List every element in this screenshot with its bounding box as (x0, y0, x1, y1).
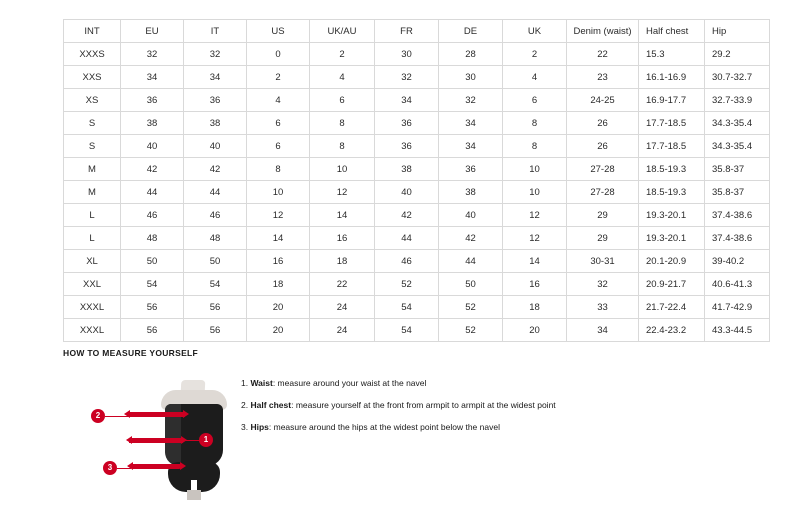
instruction-text: : measure around the hips at the widest point below the navel (268, 422, 500, 433)
cell-half-chest: 16.9-17.7 (639, 89, 705, 112)
cell-uk-au: 14 (310, 204, 375, 227)
table-row (64, 227, 770, 250)
cell-eu: 50 (121, 250, 184, 273)
cell-int: XXL (64, 273, 121, 296)
cell-uk: 18 (503, 296, 567, 319)
cell-half-chest: 17.7-18.5 (639, 135, 705, 158)
cell-de: 42 (439, 227, 503, 250)
cell-uk-au: 4 (310, 66, 375, 89)
cell-eu: 34 (121, 66, 184, 89)
cell-uk-au: 18 (310, 250, 375, 273)
cell-fr: 36 (375, 112, 439, 135)
cell-us: 6 (247, 112, 310, 135)
cell-half-chest: 22.4-23.2 (639, 319, 705, 342)
cell-it: 46 (184, 204, 247, 227)
table-row (64, 112, 770, 135)
cell-half-chest: 18.5-19.3 (639, 181, 705, 204)
cell-denim-waist: 29 (567, 227, 639, 250)
column-header-denim-waist: Denim (waist) (567, 20, 639, 43)
cell-int: L (64, 204, 121, 227)
cell-fr: 34 (375, 89, 439, 112)
instruction-number: 3. (241, 422, 249, 433)
cell-half-chest: 16.1-16.9 (639, 66, 705, 89)
cell-half-chest: 19.3-20.1 (639, 227, 705, 250)
column-header-uk-au: UK/AU (310, 20, 375, 43)
table-row (64, 319, 770, 342)
cell-hip: 41.7-42.9 (705, 296, 770, 319)
column-header-hip: Hip (705, 20, 770, 43)
table-row (64, 296, 770, 319)
cell-hip: 37.4-38.6 (705, 227, 770, 250)
cell-fr: 54 (375, 319, 439, 342)
cell-de: 40 (439, 204, 503, 227)
cell-uk: 14 (503, 250, 567, 273)
cell-int: S (64, 135, 121, 158)
cell-int: S (64, 112, 121, 135)
hips-marker-leader (117, 468, 131, 469)
cell-de: 44 (439, 250, 503, 273)
cell-it: 56 (184, 296, 247, 319)
cell-eu: 44 (121, 181, 184, 204)
cell-uk: 6 (503, 89, 567, 112)
cell-int: XXS (64, 66, 121, 89)
table-row (64, 66, 770, 89)
cell-uk: 20 (503, 319, 567, 342)
cell-us: 16 (247, 250, 310, 273)
marker-waist: 1 (199, 433, 213, 447)
cell-us: 2 (247, 66, 310, 89)
cell-de: 34 (439, 112, 503, 135)
size-chart-table-container (63, 19, 753, 342)
chest-arrow-right-icon (183, 410, 189, 418)
cell-fr: 52 (375, 273, 439, 296)
cell-de: 52 (439, 296, 503, 319)
cell-denim-waist: 26 (567, 135, 639, 158)
cell-half-chest: 18.5-19.3 (639, 158, 705, 181)
cell-uk-au: 6 (310, 89, 375, 112)
cell-us: 6 (247, 135, 310, 158)
cell-it: 48 (184, 227, 247, 250)
table-row (64, 43, 770, 66)
cell-denim-waist: 30-31 (567, 250, 639, 273)
cell-hip: 37.4-38.6 (705, 204, 770, 227)
cell-uk: 8 (503, 112, 567, 135)
cell-half-chest: 19.3-20.1 (639, 204, 705, 227)
cell-half-chest: 20.9-21.7 (639, 273, 705, 296)
instruction-term: Waist (250, 378, 273, 388)
column-header-fr: FR (375, 20, 439, 43)
cell-half-chest: 17.7-18.5 (639, 112, 705, 135)
cell-uk: 12 (503, 204, 567, 227)
cell-fr: 30 (375, 43, 439, 66)
cell-it: 54 (184, 273, 247, 296)
cell-it: 50 (184, 250, 247, 273)
instruction-term: Hips (250, 422, 269, 433)
cell-eu: 54 (121, 273, 184, 296)
cell-us: 4 (247, 89, 310, 112)
cell-uk-au: 22 (310, 273, 375, 296)
cell-it: 44 (184, 181, 247, 204)
cell-int: XL (64, 250, 121, 273)
column-header-de: DE (439, 20, 503, 43)
cell-uk-au: 8 (310, 112, 375, 135)
cell-int: XS (64, 89, 121, 112)
cell-hip: 34.3-35.4 (705, 135, 770, 158)
cell-int: XXXL (64, 319, 121, 342)
cell-int: XXXL (64, 296, 121, 319)
instructions-list (241, 378, 556, 445)
cell-hip: 29.2 (705, 43, 770, 66)
cell-hip: 34.3-35.4 (705, 112, 770, 135)
cell-eu: 36 (121, 89, 184, 112)
cell-int: XXXS (64, 43, 121, 66)
instruction-half-chest (241, 400, 556, 410)
cell-uk-au: 8 (310, 135, 375, 158)
table-row (64, 89, 770, 112)
waist-measure-band (129, 438, 183, 443)
cell-eu: 56 (121, 319, 184, 342)
cell-de: 52 (439, 319, 503, 342)
cell-eu: 46 (121, 204, 184, 227)
cell-it: 42 (184, 158, 247, 181)
cell-fr: 44 (375, 227, 439, 250)
cell-int: M (64, 181, 121, 204)
column-header-eu: EU (121, 20, 184, 43)
cell-us: 8 (247, 158, 310, 181)
cell-hip: 35.8-37 (705, 158, 770, 181)
cell-de: 50 (439, 273, 503, 296)
cell-us: 10 (247, 181, 310, 204)
cell-us: 20 (247, 296, 310, 319)
column-header-uk: UK (503, 20, 567, 43)
section-title: HOW TO MEASURE YOURSELF (63, 348, 199, 358)
cell-us: 12 (247, 204, 310, 227)
cell-it: 56 (184, 319, 247, 342)
cell-uk: 16 (503, 273, 567, 296)
instruction-text: : measure around your waist at the navel (272, 378, 427, 388)
cell-denim-waist: 23 (567, 66, 639, 89)
cell-de: 34 (439, 135, 503, 158)
cell-eu: 38 (121, 112, 184, 135)
cell-eu: 40 (121, 135, 184, 158)
hips-arrow-right-icon (180, 462, 186, 470)
instruction-hips (241, 422, 556, 432)
cell-uk-au: 2 (310, 43, 375, 66)
cell-de: 30 (439, 66, 503, 89)
table-row (64, 273, 770, 296)
cell-half-chest: 15.3 (639, 43, 705, 66)
cell-hip: 32.7-33.9 (705, 89, 770, 112)
marker-hips: 3 (103, 461, 117, 475)
half-chest-measure-band (127, 412, 185, 417)
instruction-text: : measure yourself at the front from armpit to armpit at the widest point (291, 400, 556, 411)
hips-measure-band (130, 464, 182, 469)
cell-it: 36 (184, 89, 247, 112)
cell-us: 0 (247, 43, 310, 66)
mannequin-figure (91, 372, 221, 497)
table-row (64, 250, 770, 273)
table-row (64, 135, 770, 158)
cell-denim-waist: 26 (567, 112, 639, 135)
cell-denim-waist: 29 (567, 204, 639, 227)
cell-de: 32 (439, 89, 503, 112)
cell-uk: 2 (503, 43, 567, 66)
instruction-waist (241, 378, 556, 388)
cell-denim-waist: 27-28 (567, 158, 639, 181)
cell-us: 20 (247, 319, 310, 342)
column-header-us: US (247, 20, 310, 43)
cell-int: M (64, 158, 121, 181)
cell-denim-waist: 32 (567, 273, 639, 296)
cell-fr: 32 (375, 66, 439, 89)
cell-uk-au: 12 (310, 181, 375, 204)
table-row (64, 181, 770, 204)
cell-uk: 10 (503, 158, 567, 181)
cell-fr: 40 (375, 181, 439, 204)
cell-us: 18 (247, 273, 310, 296)
cell-it: 38 (184, 112, 247, 135)
measure-body (63, 366, 763, 497)
cell-fr: 38 (375, 158, 439, 181)
cell-uk-au: 10 (310, 158, 375, 181)
how-to-measure-section (63, 348, 763, 497)
cell-hip: 43.3-44.5 (705, 319, 770, 342)
instruction-term: Half chest (250, 400, 292, 411)
cell-fr: 42 (375, 204, 439, 227)
cell-eu: 32 (121, 43, 184, 66)
chest-marker-leader (105, 416, 129, 417)
cell-it: 34 (184, 66, 247, 89)
cell-hip: 39-40.2 (705, 250, 770, 273)
size-chart-table (63, 19, 770, 342)
cell-hip: 30.7-32.7 (705, 66, 770, 89)
cell-denim-waist: 27-28 (567, 181, 639, 204)
cell-hip: 35.8-37 (705, 181, 770, 204)
table-row (64, 204, 770, 227)
cell-uk: 4 (503, 66, 567, 89)
column-header-int: INT (64, 20, 121, 43)
cell-de: 36 (439, 158, 503, 181)
cell-fr: 36 (375, 135, 439, 158)
cell-half-chest: 20.1-20.9 (639, 250, 705, 273)
mannequin-stand (187, 490, 201, 500)
cell-us: 14 (247, 227, 310, 250)
cell-denim-waist: 34 (567, 319, 639, 342)
cell-it: 40 (184, 135, 247, 158)
cell-fr: 46 (375, 250, 439, 273)
cell-uk: 10 (503, 181, 567, 204)
cell-uk: 8 (503, 135, 567, 158)
waist-arrow-left-icon (126, 436, 132, 444)
cell-it: 32 (184, 43, 247, 66)
table-header-row (64, 20, 770, 43)
cell-uk-au: 24 (310, 296, 375, 319)
cell-denim-waist: 33 (567, 296, 639, 319)
table-row (64, 158, 770, 181)
column-header-it: IT (184, 20, 247, 43)
cell-fr: 54 (375, 296, 439, 319)
cell-de: 38 (439, 181, 503, 204)
column-header-half-chest: Half chest (639, 20, 705, 43)
cell-hip: 40.6-41.3 (705, 273, 770, 296)
cell-eu: 48 (121, 227, 184, 250)
cell-denim-waist: 22 (567, 43, 639, 66)
cell-denim-waist: 24-25 (567, 89, 639, 112)
cell-eu: 56 (121, 296, 184, 319)
cell-de: 28 (439, 43, 503, 66)
cell-half-chest: 21.7-22.4 (639, 296, 705, 319)
marker-half-chest: 2 (91, 409, 105, 423)
cell-int: L (64, 227, 121, 250)
instruction-number: 1. (241, 378, 249, 388)
cell-uk: 12 (503, 227, 567, 250)
cell-eu: 42 (121, 158, 184, 181)
cell-uk-au: 24 (310, 319, 375, 342)
cell-uk-au: 16 (310, 227, 375, 250)
instruction-number: 2. (241, 400, 249, 411)
